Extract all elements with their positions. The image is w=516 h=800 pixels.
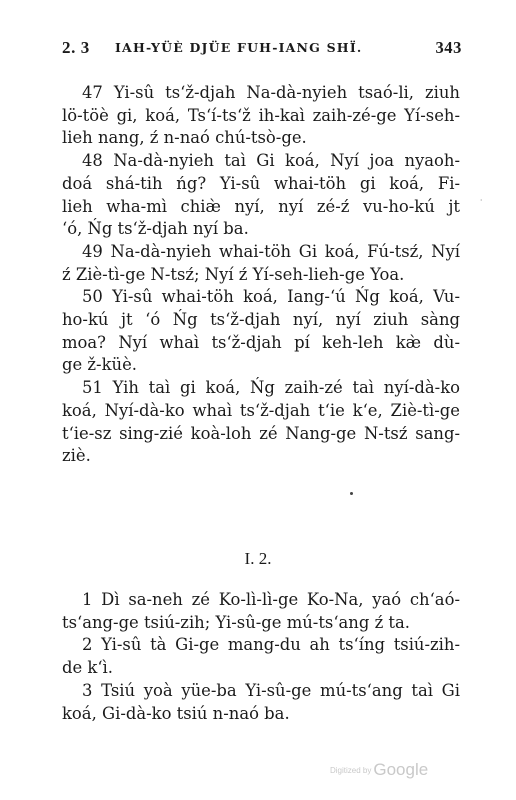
verse-line: 51 Yih taì gi koá, Ńg zaih-zé taì nyí-dà-ko — [82, 378, 460, 398]
verse-line: 48 Na-dà-nyieh taì Gi koá, Nyí joa nyaoh- — [82, 151, 460, 171]
verses-block-section-2 — [62, 589, 460, 725]
verse-line: 47 Yi-sû ts‘ž-djah Na-dà-nyieh tsaó-li, ziuh — [82, 83, 460, 102]
running-head — [62, 38, 462, 64]
watermark-brand: Google — [373, 760, 429, 779]
verse-line: 2 Yi-sû tà Gi-ge mang-du ah ts‘íng tsiú-zih- — [82, 635, 460, 655]
verse-line: lieh nang, ź n-naó chú-tsò-ge. — [62, 128, 307, 148]
verse — [62, 377, 460, 468]
verse-line: ziè. — [62, 446, 91, 466]
verses-block-chapter-2 — [62, 82, 460, 468]
verse-line: 49 Na-dà-nyieh whai-töh Gi koá, Fú-tsź, Nyí — [82, 241, 460, 261]
verse — [62, 82, 460, 150]
scan-watermark — [330, 760, 428, 780]
verse-line: ‘ó, Ńg ts‘ž-djah nyí ba. — [62, 219, 249, 239]
verse-line: lieh wha-mì chiæ̀ nyí, nyí zé-ź vu-ho-kú jt — [62, 196, 460, 216]
verse-line: ź Ziè-tì-ge N-tsź; Nyí ź Yí-seh-lieh-ge Yoa. — [62, 264, 405, 284]
verse-line: lö-töè gi, koá, Ts‘í-ts‘ž ih-kaì zaih-zé-ge Yí-seh- — [62, 105, 460, 125]
verse-line: 3 Tsiú yoà yüe-ba Yi-sû-ge mú-ts‘ang taì Gi — [82, 680, 460, 700]
verse-line: 50 Yi-sû whai-töh koá, Iang-‘ú Ńg koá, Vu- — [82, 287, 460, 307]
verse — [62, 589, 460, 634]
verse-line: doá shá-tih ńg? Yi-sû whai-töh gi koá, Fi- — [62, 173, 460, 193]
verse-line: moa? Nyí whaì ts‘ž-djah pí keh-leh kæ̀ dù- — [62, 332, 460, 352]
watermark-prefix: Digitized by — [330, 766, 372, 776]
page-number: 343 — [435, 38, 462, 57]
verse-line: koá, Gi-dà-ko tsiú n-naó ba. — [62, 703, 290, 723]
verse-line: de k‘ì. — [62, 658, 113, 678]
print-speck: ⸱ — [480, 196, 483, 206]
verse — [62, 286, 460, 377]
verse — [62, 150, 460, 241]
verse — [62, 634, 460, 679]
chapter-reference: 2. 3 — [62, 38, 90, 57]
verse — [62, 680, 460, 725]
ink-dot — [350, 492, 353, 495]
verse-line: t‘ie-sz sing-zié koà-loh zé Nang-ge N-tsź sang- — [62, 423, 460, 443]
verse-line: ho-kú jt ‘ó Ńg ts‘ž-djah nyí, nyí ziuh sàng — [62, 310, 460, 330]
verse — [62, 241, 460, 286]
section-heading: I. 2. — [244, 549, 272, 568]
verse-line: 1 Dì sa-neh zé Ko-lì-lì-ge Ko-Na, yaó ch‘aó- — [82, 590, 460, 609]
book-title: IAH-YÜÈ DJÜE FUH-IANG SHÏ. — [115, 40, 363, 55]
verse-line: koá, Nyí-dà-ko whaì ts‘ž-djah t‘ie k‘e, Ziè-tì-ge — [62, 400, 460, 420]
verse-line: ts‘ang-ge tsiú-zih; Yi-sû-ge mú-ts‘ang ź ta. — [62, 612, 410, 632]
verse-line: ge ž-küè. — [62, 355, 137, 375]
